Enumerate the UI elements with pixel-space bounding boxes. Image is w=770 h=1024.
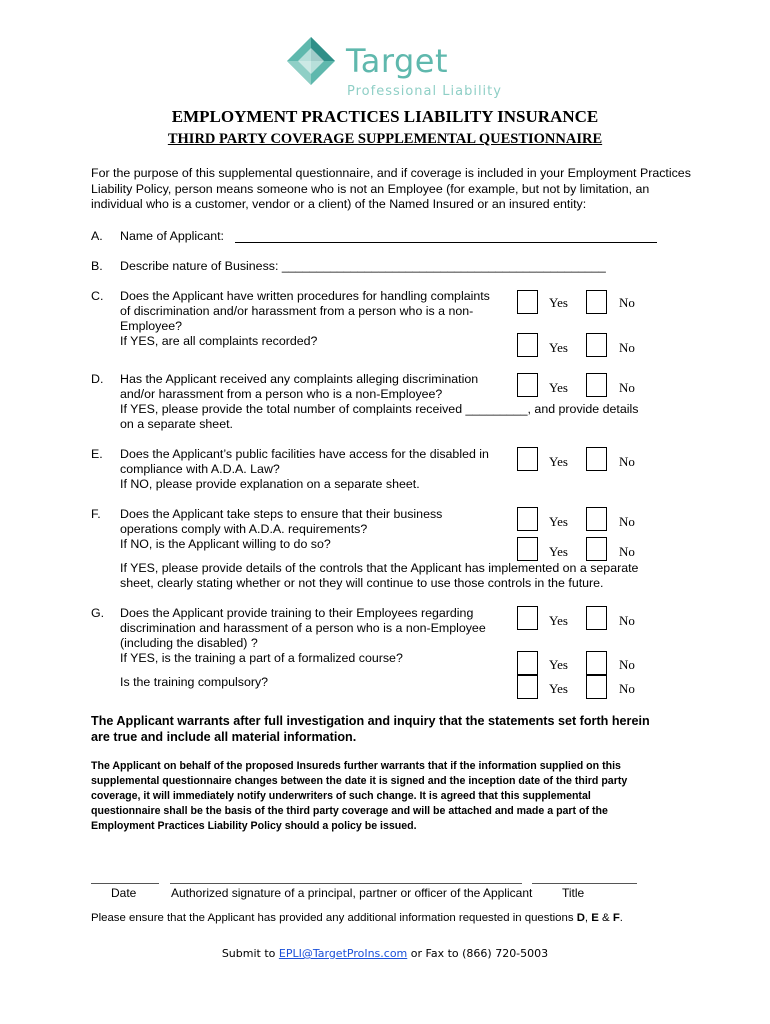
e-no-checkbox[interactable] (586, 447, 607, 471)
authorized-signature-label: Authorized signature of a principal, partner or officer of the Applicant (171, 886, 533, 900)
f2-yes-checkbox[interactable] (517, 537, 538, 561)
question-a-letter: A. (91, 229, 103, 243)
question-g-line2: discrimination and harassment of a person who is a non-Employee (120, 621, 486, 635)
applicant-name-field[interactable] (235, 242, 657, 243)
title-label: Title (562, 886, 585, 900)
g2-no-label: No (619, 657, 635, 672)
e-no-label: No (619, 454, 635, 469)
f2-yes-label: Yes (549, 544, 568, 559)
question-e-letter: E. (91, 447, 103, 461)
question-c-line3: Employee? (120, 319, 182, 333)
question-c-line1: Does the Applicant have written procedures for handling complaints (120, 289, 490, 303)
c2-no-checkbox[interactable] (586, 333, 607, 357)
intro-paragraph: For the purpose of this supplemental questionnaire, and if coverage is included in your Employment Practices Liability Policy, person means someone who is not an Employee (for example, but not by limitation, an individual who is a customer, vendor or a client) of the Named Insured or an insured entity: (91, 166, 691, 211)
c1-no-label: No (619, 295, 635, 310)
note-question-e: E (591, 912, 599, 924)
f1-no-checkbox[interactable] (586, 507, 607, 531)
question-d-line1: Has the Applicant received any complaints alleging discrimination (120, 372, 479, 386)
g1-no-checkbox[interactable] (586, 606, 607, 630)
date-label: Date (111, 886, 137, 900)
g3-no-label: No (619, 681, 635, 696)
question-f-line4: If YES, please provide details of the controls that the Applicant has implemented on a separate (120, 561, 639, 575)
f2-no-checkbox[interactable] (586, 537, 607, 561)
question-d-line4: on a separate sheet. (120, 417, 233, 431)
note-question-f: F (612, 912, 620, 924)
question-f-line5: sheet, clearly stating whether or not they will continue to use those controls in the future. (120, 576, 604, 590)
warranty-statement: The Applicant warrants after full investigation and inquiry that the statements set forth herein are true and include all material information. (91, 714, 650, 744)
g1-no-label: No (619, 613, 635, 628)
page-title: EMPLOYMENT PRACTICES LIABILITY INSURANCE (171, 107, 599, 126)
question-g-line1: Does the Applicant provide training to their Employees regarding (120, 606, 474, 620)
question-g-line3: (including the disabled) ? (120, 636, 258, 650)
d-no-checkbox[interactable] (586, 373, 607, 397)
question-a-label: Name of Applicant: (120, 229, 225, 243)
g2-yes-checkbox[interactable] (517, 651, 538, 675)
question-c-letter: C. (91, 289, 104, 303)
question-g-line5: Is the training compulsory? (120, 675, 269, 689)
question-f-line2: operations comply with A.D.A. requirements? (120, 522, 368, 536)
c1-no-checkbox[interactable] (586, 290, 607, 314)
authorized-signature-line[interactable] (170, 883, 522, 884)
question-e-line2: compliance with A.D.A. Law? (120, 462, 280, 476)
question-e-line1: Does the Applicant’s public facilities have access for the disabled in (120, 447, 489, 461)
g1-yes-label: Yes (549, 613, 568, 628)
question-b-letter: B. (91, 259, 103, 273)
g1-yes-checkbox[interactable] (517, 606, 538, 630)
question-d-letter: D. (91, 372, 104, 386)
question-f-line3: If NO, is the Applicant willing to do so? (120, 537, 331, 551)
g2-no-checkbox[interactable] (586, 651, 607, 675)
g2-yes-label: Yes (549, 657, 568, 672)
f1-yes-label: Yes (549, 514, 568, 529)
c2-yes-checkbox[interactable] (517, 333, 538, 357)
question-f-letter: F. (91, 507, 101, 521)
question-g-letter: G. (91, 606, 105, 620)
d-no-label: No (619, 380, 635, 395)
question-d-line3: If YES, please provide the total number of complaints received _________, and provide details (120, 402, 639, 416)
question-c-line2: of discrimination and/or harassment from a person who is a non- (120, 304, 474, 318)
g3-yes-checkbox[interactable] (517, 675, 538, 699)
submit-email-link[interactable]: EPLI@TargetProIns.com (278, 947, 408, 960)
question-f-line1: Does the Applicant take steps to ensure that their business (120, 507, 443, 521)
d-yes-label: Yes (549, 380, 568, 395)
additional-info-note: Please ensure that the Applicant has provided any additional information requested in questions D, E & F. (91, 912, 623, 924)
e-yes-label: Yes (549, 454, 568, 469)
logo-diamond-icon (286, 36, 336, 86)
further-warranty-statement: The Applicant on behalf of the proposed Insureds further warrants that if the information supplied on this supplemental questionnaire changes between the date it is signed and the inception date of the third party coverage, it will immediately notify underwriters of such change. It is agreed that this supplemental questionnaire shall be the basis of the third party coverage and will be attached and made a part of the Employment Practices Liability Policy should a policy be issued. (91, 760, 628, 832)
f1-yes-checkbox[interactable] (517, 507, 538, 531)
c2-yes-label: Yes (549, 340, 568, 355)
d-yes-checkbox[interactable] (517, 373, 538, 397)
logo-name: Target (346, 42, 448, 80)
f2-no-label: No (619, 544, 635, 559)
question-e-line3: If NO, please provide explanation on a separate sheet. (120, 477, 420, 491)
g3-no-checkbox[interactable] (586, 675, 607, 699)
page-subtitle: THIRD PARTY COVERAGE SUPPLEMENTAL QUESTIONNAIRE (167, 131, 603, 147)
question-c-line4: If YES, are all complaints recorded? (120, 334, 318, 348)
note-question-d: D (576, 912, 585, 924)
c2-no-label: No (619, 340, 635, 355)
c1-yes-checkbox[interactable] (517, 290, 538, 314)
submit-instructions: Submit to EPLI@TargetProIns.com or Fax to (866) 720-5003 (221, 947, 549, 960)
c1-yes-label: Yes (549, 295, 568, 310)
question-d-line2: and/or harassment from a person who is a non-Employee? (120, 387, 443, 401)
date-signature-line[interactable] (91, 883, 159, 884)
f1-no-label: No (619, 514, 635, 529)
g3-yes-label: Yes (549, 681, 568, 696)
logo-tagline: Professional Liability (347, 84, 502, 99)
business-nature-field[interactable]: Describe nature of Business: _______________________________________________ (120, 259, 606, 273)
e-yes-checkbox[interactable] (517, 447, 538, 471)
title-signature-line[interactable] (532, 883, 637, 884)
question-g-line4: If YES, is the training a part of a formalized course? (120, 651, 403, 665)
